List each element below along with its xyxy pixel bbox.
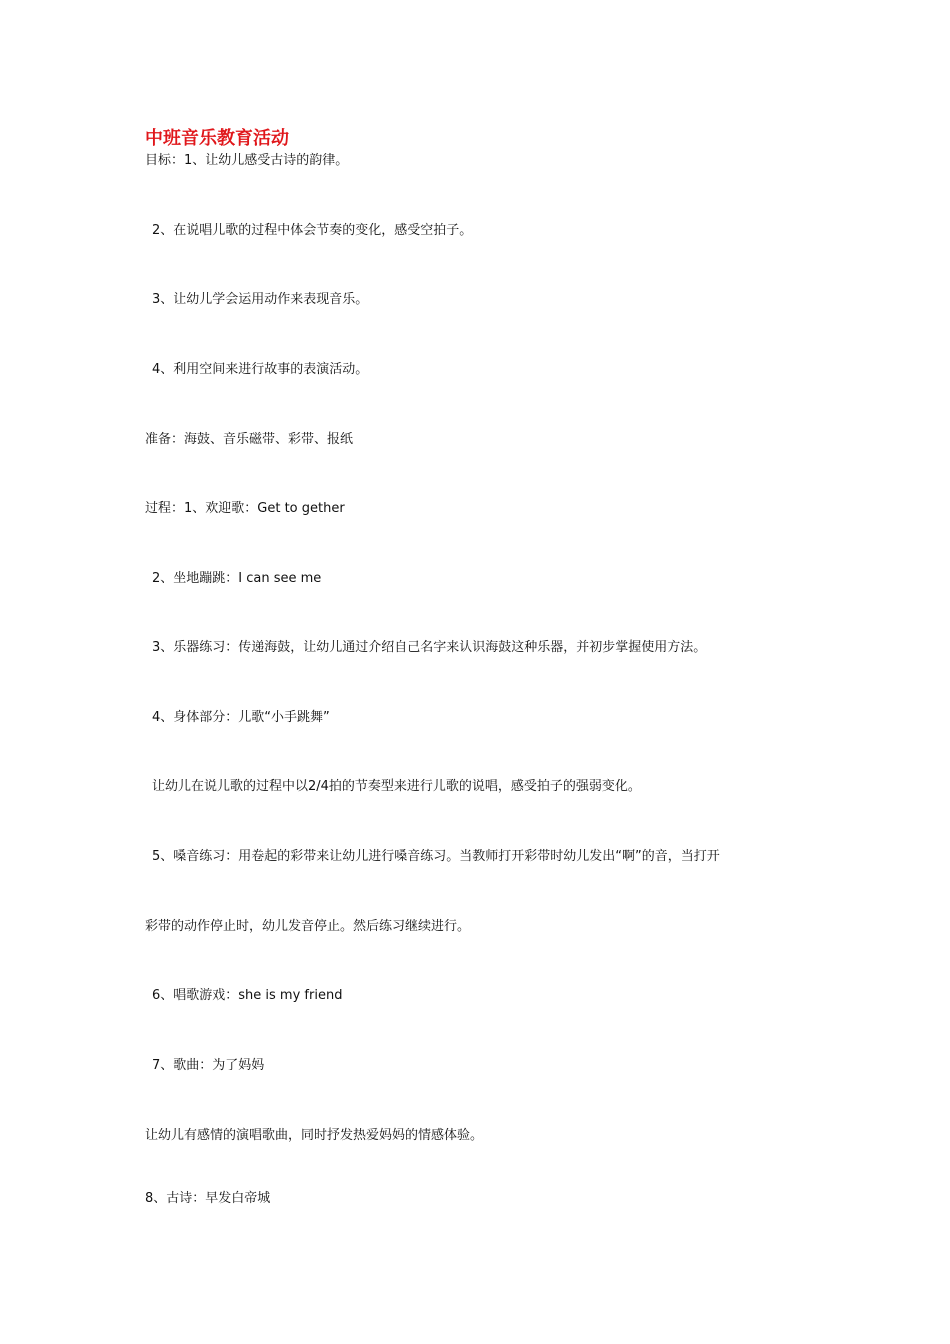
- process-line-5: 5、嗓音练习：用卷起的彩带来让幼儿进行嗓音练习。当教师打开彩带时幼儿发出“啊”的音，当打开: [152, 849, 720, 864]
- goal-line-3: 3、让幼儿学会运用动作来表现音乐。: [152, 292, 369, 307]
- process-line-6: 6、唱歌游戏：she is my friend: [152, 988, 343, 1003]
- process-line-7-detail: 让幼儿有感情的演唱歌曲，同时抒发热爱妈妈的情感体验。: [145, 1128, 484, 1143]
- process-line-8: 8、古诗：早发白帝城: [145, 1191, 271, 1206]
- process-line-2: 2、坐地蹦跳：I can see me: [152, 571, 322, 586]
- process-line-1: 过程：1、欢迎歌：Get to gether: [145, 501, 345, 516]
- process-line-5-continued: 彩带的动作停止时，幼儿发音停止。然后练习继续进行。: [145, 919, 471, 934]
- process-line-7: 7、歌曲：为了妈妈: [152, 1058, 265, 1073]
- goal-line-4: 4、利用空间来进行故事的表演活动。: [152, 362, 369, 377]
- process-line-4-detail: 让幼儿在说儿歌的过程中以2/4拍的节奏型来进行儿歌的说唱，感受拍子的强弱变化。: [152, 779, 641, 794]
- goal-line-2: 2、在说唱儿歌的过程中体会节奏的变化，感受空拍子。: [152, 223, 473, 238]
- process-line-4: 4、身体部分：儿歌“小手跳舞”: [152, 710, 330, 725]
- process-line-3: 3、乐器练习：传递海鼓，让幼儿通过介绍自己名字来认识海鼓这种乐器，并初步掌握使用方法。: [152, 640, 707, 655]
- goal-line-1: 目标：1、让幼儿感受古诗的韵律。: [145, 153, 349, 168]
- preparation-line: 准备：海鼓、音乐磁带、彩带、报纸: [145, 432, 354, 447]
- document-title: 中班音乐教育活动: [145, 128, 289, 149]
